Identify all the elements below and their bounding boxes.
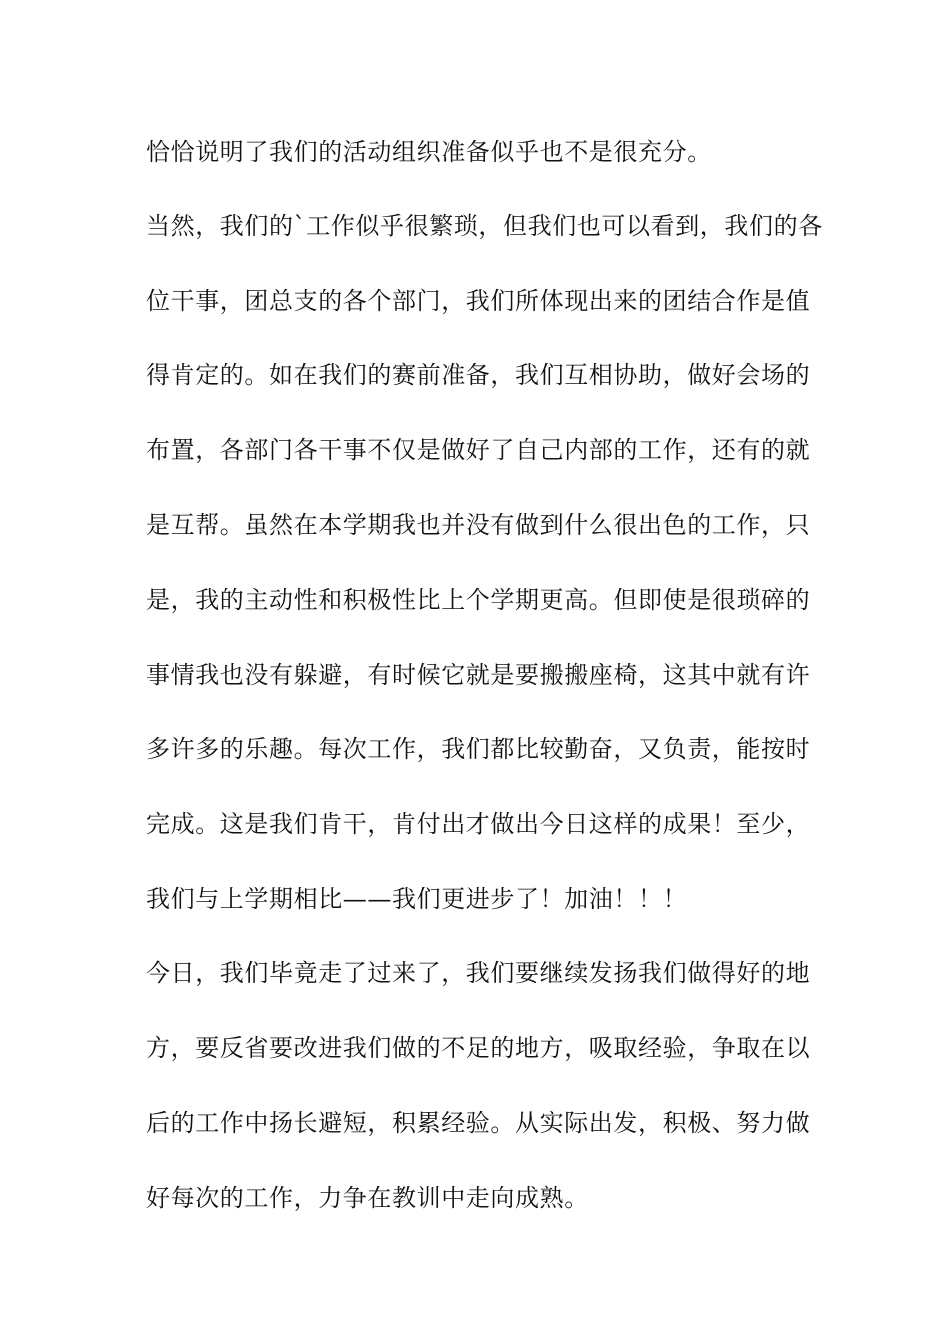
text-line: 后的工作中扬长避短，积累经验。从实际出发，积极、努力做	[146, 1109, 811, 1137]
text-line: 好每次的工作，力争在教训中走向成熟。	[146, 1184, 589, 1212]
text-line: 当然，我们的`工作似乎很繁琐，但我们也可以看到，我们的各	[146, 212, 823, 240]
text-line: 得肯定的。如在我们的赛前准备，我们互相协助，做好会场的	[146, 361, 811, 389]
text-line: 今日，我们毕竟走了过来了，我们要继续发扬我们做得好的地	[146, 959, 811, 987]
text-line: 恰恰说明了我们的活动组织准备似乎也不是很充分。	[146, 138, 712, 166]
text-line: 完成。这是我们肯干，肯付出才做出今日这样的成果！至少，	[146, 810, 811, 838]
text-line: 布置，各部门各干事不仅是做好了自己内部的工作，还有的就	[146, 436, 811, 464]
text-line: 是，我的主动性和积极性比上个学期更高。但即使是很琐碎的	[146, 586, 811, 614]
text-line: 多许多的乐趣。每次工作，我们都比较勤奋，又负责，能按时	[146, 735, 811, 763]
text-line: 事情我也没有躲避，有时候它就是要搬搬座椅，这其中就有许	[146, 661, 811, 689]
text-line: 位干事，团总支的各个部门，我们所体现出来的团结合作是值	[146, 287, 811, 315]
text-line: 是互帮。虽然在本学期我也并没有做到什么很出色的工作，只	[146, 511, 811, 539]
text-line: 我们与上学期相比——我们更进步了！加油！！！	[146, 885, 688, 913]
text-line: 方，要反省要改进我们做的不足的地方，吸取经验，争取在以	[146, 1034, 811, 1062]
